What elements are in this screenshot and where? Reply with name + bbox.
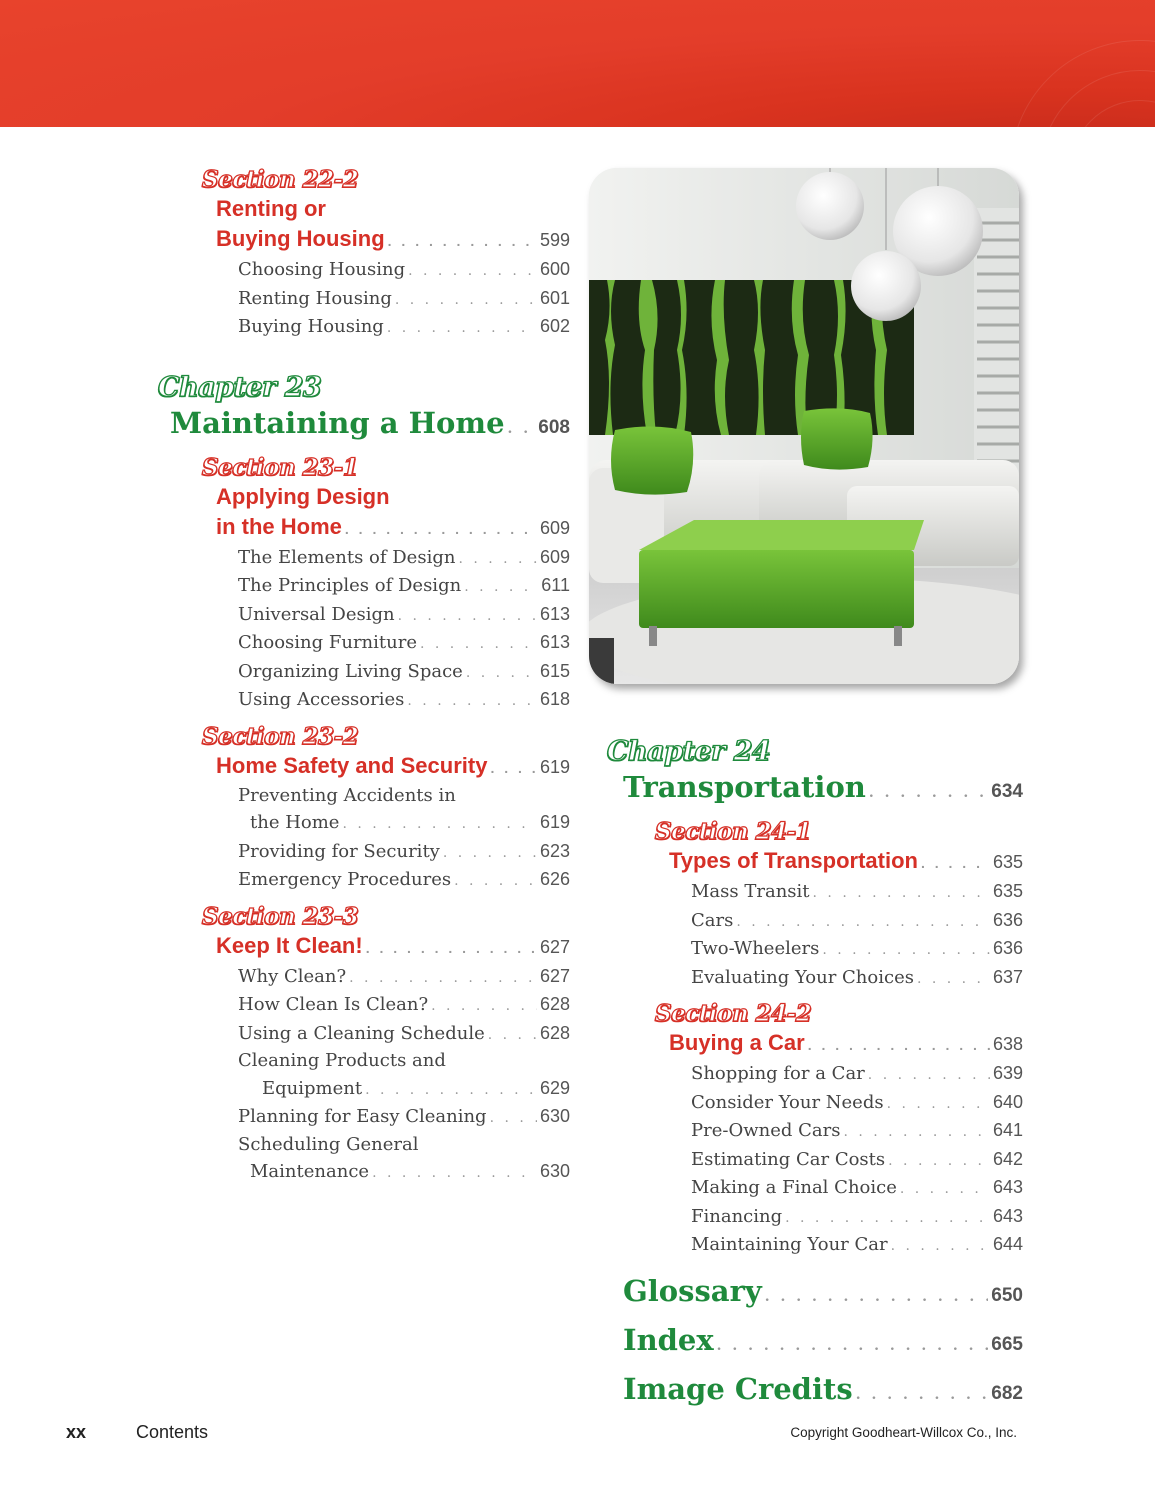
section-22-2-title-line1: Renting or — [216, 196, 326, 221]
entry-text: Emergency Procedures — [238, 869, 452, 890]
section-23-3-title: Keep It Clean! — [216, 932, 363, 958]
dot-leader — [856, 1374, 989, 1417]
living-room-photo — [589, 168, 1019, 684]
page-number: 639 — [992, 1063, 1023, 1083]
section-23-3-tag: Section 23-3 — [202, 902, 359, 930]
section-24-2-title: Buying a Car — [669, 1030, 805, 1055]
toc-entry-image-credits[interactable] — [623, 1368, 1023, 1417]
dot-leader — [891, 1233, 990, 1260]
dot-leader — [900, 1176, 990, 1203]
folio-page-number: xx — [66, 1422, 87, 1442]
toc-entry[interactable] — [238, 256, 570, 285]
dot-leader — [785, 1205, 990, 1232]
copyright-notice: Copyright Goodheart-Willcox Co., Inc. — [790, 1425, 1017, 1440]
toc-entry[interactable] — [238, 658, 570, 687]
toc-entry-glossary[interactable] — [623, 1270, 1023, 1319]
toc-entry[interactable] — [238, 629, 570, 658]
page-number: 682 — [991, 1382, 1023, 1404]
toc-entry[interactable] — [691, 878, 1023, 907]
page-number: 643 — [992, 1177, 1023, 1197]
section-24-2-tag: Section 24-2 — [655, 1000, 812, 1027]
page-number: 623 — [539, 840, 570, 861]
section-24-1-title: Types of Transportation — [669, 848, 918, 873]
entry-text: Pre-Owned Cars — [691, 1120, 841, 1141]
chapter-24-title: Transportation — [623, 770, 866, 804]
section-23-2-tag: Section 23-2 — [202, 722, 359, 750]
entry-text: Organizing Living Space — [238, 660, 463, 682]
toc-entry[interactable] — [691, 907, 1023, 936]
chapter-24-tag: Chapter 24 — [607, 736, 771, 767]
dot-leader — [736, 909, 990, 936]
page-number: 642 — [992, 1148, 1023, 1169]
toc-entry[interactable] — [238, 1020, 570, 1049]
chapter-23-title: Maintaining a Home — [170, 405, 505, 440]
chapter-23-tag: Chapter 23 — [158, 371, 322, 403]
entry-text: Planning for Easy Cleaning — [238, 1106, 487, 1127]
entry-text: Using a Cleaning Schedule — [238, 1022, 485, 1044]
dot-leader — [365, 1077, 537, 1104]
toc-entry-section-24-1[interactable] — [669, 846, 1023, 878]
page-number: 630 — [539, 1106, 570, 1126]
dot-leader — [490, 1105, 537, 1132]
dot-leader — [508, 410, 536, 448]
entry-text: Choosing Furniture — [238, 632, 417, 653]
entry-text: Providing for Security — [238, 840, 440, 862]
entry-text-line1: Preventing Accidents in — [238, 784, 456, 806]
entry-text-line1: Scheduling General — [238, 1133, 419, 1155]
dot-leader — [921, 848, 990, 878]
dot-leader — [407, 688, 537, 715]
page-number: 618 — [539, 689, 570, 709]
page-number: 619 — [539, 756, 570, 777]
section-23-1-title-line1: Applying Design — [216, 483, 390, 509]
section-22-2-tag: Section 22-2 — [202, 166, 359, 193]
toc-entry[interactable] — [238, 1158, 570, 1187]
toc-entry[interactable] — [691, 1231, 1023, 1260]
dot-leader — [395, 287, 537, 314]
dot-leader — [869, 774, 988, 812]
entry-text: How Clean Is Clean? — [238, 994, 429, 1015]
dot-leader — [464, 574, 538, 601]
dot-leader — [490, 753, 537, 783]
dot-leader — [813, 880, 990, 907]
dot-leader — [466, 660, 537, 687]
dot-leader — [342, 811, 536, 838]
dot-leader — [398, 603, 537, 630]
page-number: 627 — [539, 936, 570, 957]
toc-entry-section-24-2[interactable] — [669, 1028, 1023, 1060]
page-number: 629 — [539, 1077, 570, 1098]
toc-entry[interactable] — [691, 1060, 1023, 1089]
entry-text: Consider Your Needs — [691, 1091, 884, 1113]
glossary-title: Glossary — [623, 1273, 762, 1308]
entry-text: Buying Housing — [238, 316, 384, 337]
dot-leader — [822, 937, 990, 964]
dot-leader — [387, 315, 537, 342]
entry-text: Using Accessories — [238, 689, 405, 710]
page-number: 599 — [539, 230, 570, 250]
toc-entry-chapter-23[interactable] — [170, 404, 570, 448]
toc-left-column — [150, 166, 570, 1187]
page-number: 641 — [992, 1120, 1023, 1140]
entry-text: The Principles of Design — [238, 575, 462, 596]
entry-text: Two-Wheelers — [691, 938, 820, 959]
dot-leader — [366, 933, 537, 963]
toc-entry[interactable] — [691, 935, 1023, 964]
page-number: 601 — [539, 287, 570, 308]
page-number: 627 — [539, 965, 570, 986]
dot-leader — [349, 965, 537, 992]
page-number: 609 — [539, 546, 570, 567]
entry-text: Evaluating Your Choices — [691, 966, 914, 988]
entry-text: Renting Housing — [238, 287, 392, 309]
toc-entry[interactable] — [238, 601, 570, 630]
entry-text: Universal Design — [238, 603, 395, 625]
toc-entry[interactable] — [238, 838, 570, 867]
section-24-1-tag: Section 24-1 — [655, 818, 812, 845]
page-number: 609 — [539, 517, 570, 538]
dot-leader — [420, 631, 537, 658]
toc-entry-chapter-24[interactable] — [623, 768, 1023, 812]
page-number: 613 — [539, 603, 570, 624]
image-credits-title: Image Credits — [623, 1371, 853, 1406]
dot-leader — [488, 1022, 537, 1049]
entry-text: Choosing Housing — [238, 259, 406, 280]
page-number: 643 — [992, 1205, 1023, 1226]
dot-leader — [808, 1030, 990, 1060]
entry-text: Mass Transit — [691, 881, 810, 902]
header-banner — [0, 0, 1155, 127]
entry-text: Why Clean? — [238, 965, 347, 987]
page-number: 634 — [991, 781, 1023, 802]
entry-text: Estimating Car Costs — [691, 1148, 886, 1170]
toc-entry-index[interactable] — [623, 1319, 1023, 1368]
entry-text: Maintenance — [250, 1161, 370, 1182]
toc-entry[interactable] — [238, 809, 570, 838]
dot-leader — [458, 546, 537, 573]
toc-entry-section-23-2[interactable] — [216, 751, 570, 783]
page-number: 600 — [539, 259, 570, 279]
toc-entry[interactable] — [238, 1103, 570, 1132]
entry-text: The Elements of Design — [238, 546, 456, 568]
entry-text: Making a Final Choice — [691, 1177, 897, 1198]
entry-text: Shopping for a Car — [691, 1063, 865, 1084]
page-number: 602 — [539, 316, 570, 336]
running-footer-label: Contents — [136, 1422, 209, 1442]
toc-entry[interactable] — [238, 991, 570, 1020]
entry-text: the Home — [250, 812, 340, 833]
toc-entry[interactable] — [691, 1203, 1023, 1232]
toc-entry[interactable] — [238, 572, 570, 601]
entry-text: Maintaining Your Car — [691, 1234, 888, 1255]
page-number: 630 — [539, 1161, 570, 1181]
page-number: 613 — [539, 632, 570, 652]
page-number: 608 — [538, 416, 570, 438]
page-number: 619 — [539, 812, 570, 832]
dot-leader — [372, 1160, 537, 1187]
toc-entry-section-23-3[interactable] — [216, 931, 570, 963]
entry-text: Financing — [691, 1205, 783, 1227]
section-22-2-title-line2: Buying Housing — [216, 226, 385, 251]
page-number: 636 — [992, 938, 1023, 958]
page-number: 637 — [992, 966, 1023, 987]
section-23-1-tag: Section 23-1 — [202, 453, 359, 481]
page-number: 665 — [991, 1333, 1023, 1355]
dot-leader — [345, 514, 537, 544]
page-number: 635 — [992, 852, 1023, 872]
toc-entry[interactable] — [691, 1117, 1023, 1146]
dot-leader — [868, 1062, 990, 1089]
entry-text: Equipment — [262, 1077, 363, 1099]
dot-leader — [388, 226, 537, 256]
dot-leader — [888, 1148, 990, 1175]
dot-leader — [717, 1325, 989, 1368]
dot-leader — [454, 868, 537, 895]
page-number: 650 — [991, 1284, 1023, 1306]
toc-entry[interactable] — [238, 686, 570, 715]
dot-leader — [887, 1091, 990, 1118]
page-number: 611 — [541, 575, 570, 595]
dot-leader — [431, 993, 537, 1020]
entry-text: Cars — [691, 909, 734, 931]
toc-entry[interactable] — [691, 1146, 1023, 1175]
toc-entry[interactable] — [691, 1089, 1023, 1118]
dot-leader — [408, 258, 537, 285]
toc-entry-section-23-1[interactable] — [216, 512, 570, 544]
index-title: Index — [623, 1322, 714, 1357]
toc-entry[interactable] — [238, 1075, 570, 1104]
toc-entry[interactable] — [691, 1174, 1023, 1203]
page-number: 640 — [992, 1091, 1023, 1112]
dot-leader — [843, 1119, 990, 1146]
toc-entry-section-22-2[interactable] — [216, 224, 570, 256]
section-23-1-title-line2: in the Home — [216, 513, 342, 539]
page-number: 636 — [992, 909, 1023, 930]
toc-entry[interactable] — [238, 963, 570, 992]
toc-entry[interactable] — [238, 544, 570, 573]
page-number: 626 — [539, 869, 570, 889]
toc-entry[interactable] — [691, 964, 1023, 993]
toc-entry[interactable] — [238, 313, 570, 342]
section-23-2-title: Home Safety and Security — [216, 752, 488, 778]
page-number: 644 — [992, 1234, 1023, 1254]
toc-right-column — [605, 736, 1023, 1417]
page-number: 615 — [539, 660, 570, 681]
toc-entry[interactable] — [238, 866, 570, 895]
dot-leader — [765, 1276, 989, 1319]
dot-leader — [917, 966, 990, 993]
page-number: 628 — [539, 1022, 570, 1043]
page-number: 635 — [992, 881, 1023, 901]
page-number: 628 — [539, 994, 570, 1014]
page-number: 638 — [992, 1034, 1023, 1054]
dot-leader — [443, 840, 537, 867]
toc-entry[interactable] — [238, 285, 570, 314]
entry-text-line1: Cleaning Products and — [238, 1050, 446, 1071]
